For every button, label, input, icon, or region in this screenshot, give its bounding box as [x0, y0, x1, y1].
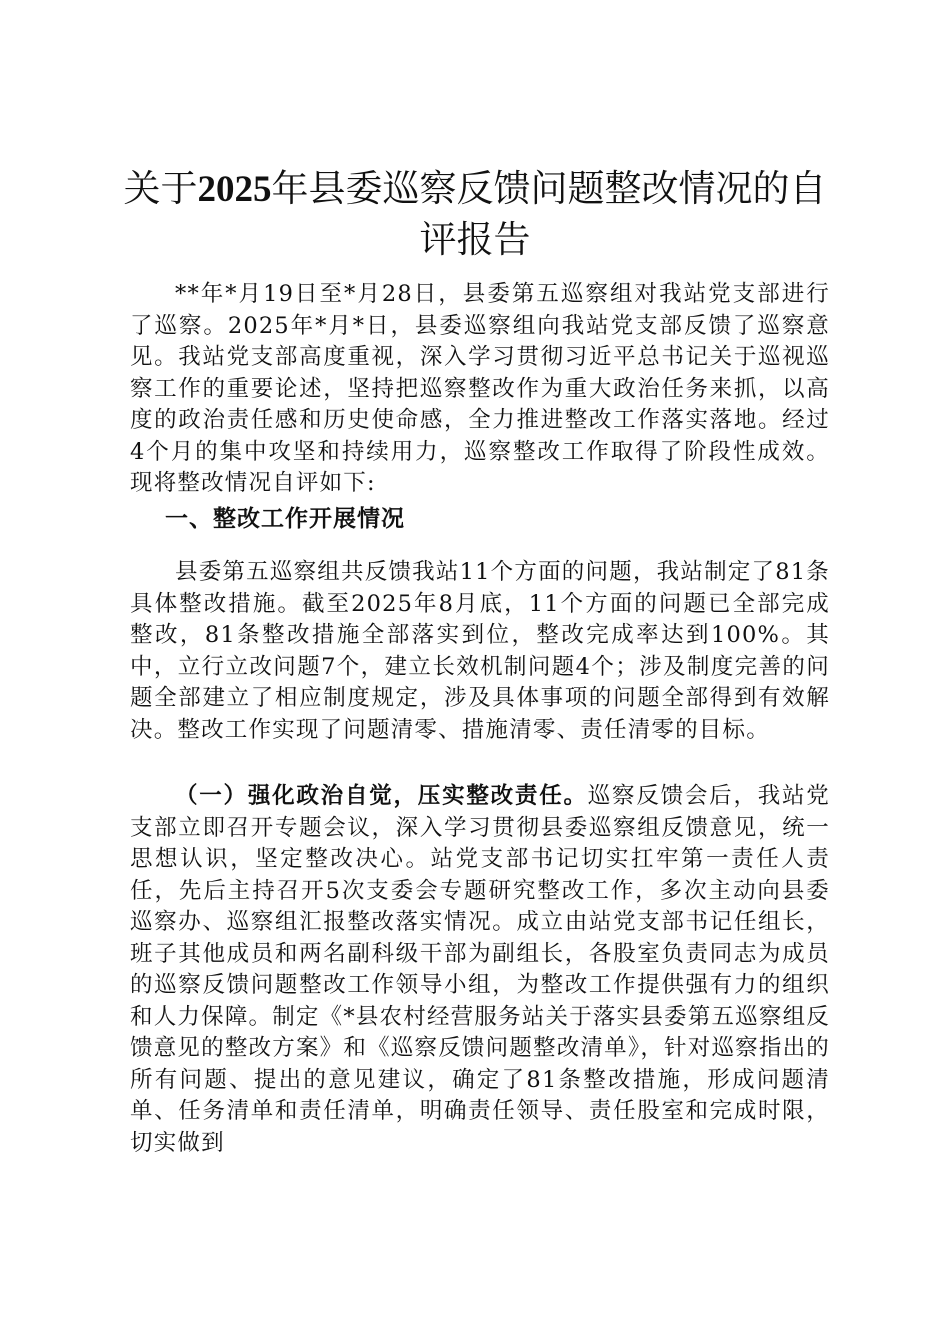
- document-title: [110, 164, 840, 265]
- title-year: 2025: [197, 169, 272, 210]
- title-prefix: 关于: [123, 167, 198, 210]
- section-paragraph: 县委第五巡察组共反馈我站11个方面的问题，我站制定了81条具体整改措施。截至2025年8月底，11个方面的问题已全部完成整改，81条整改措施全部落实到位，整改完成率达到100%。其中，立行立改问题7个，建立长效机制问题4个；涉及制度完善的问题全部建立了相应制度规定，涉及具体事项的问题全部得到有效解决。整改工作实现了问题清零、措施清零、责任清零的目标。: [130, 559, 830, 743]
- subsection-text: 巡察反馈会后，我站党支部立即召开专题会议，深入学习贯彻县委巡察组反馈意见，统一思想认识，坚定整改决心。站党支部书记切实扛牢第一责任人责任，先后主持召开5次支委会专题研究整改工作，多次主动向县委巡察办、巡察组汇报整改落实情况。成立由站党支部书记任组长，班子其他成员和两名副科级干部为副组长，各股室负责同志为成员的巡察反馈问题整改工作领导小组，为整改工作提供强有力的组织和人力保障。制定《*县农村经营服务站关于落实县委第五巡察组反馈意见的整改方案》和《巡察反馈问题整改清单》，针对巡察指出的所有问题、提出的意见建议，确定了81条整改措施，形成问题清单、任务清单和责任清单，明确责任领导、责任股室和完成时限，切实做到: [130, 783, 830, 1156]
- title-rest: 年县委巡察反馈问题整改情况的自评报告: [271, 167, 827, 261]
- intro-paragraph: **年*月19日至*月28日，县委第五巡察组对我站党支部进行了巡察。2025年*月*日，县委巡察组向我站党支部反馈了巡察意见。我站党支部高度重视，深入学习贯彻习近平总书记关于巡视巡察工作的重要论述，坚持把巡察整改作为重大政治任务来抓，以高度的政治责任感和历史使命感，全力推进整改工作落实落地。经过4个月的集中攻坚和持续用力，巡察整改工作取得了阶段性成效。现将整改情况自评如下:: [130, 281, 830, 496]
- section-heading: 一、整改工作开展情况: [165, 505, 405, 532]
- subsection-paragraph: [130, 781, 830, 1159]
- subsection-heading: （一）强化政治自觉，压实整改责任。: [175, 783, 588, 809]
